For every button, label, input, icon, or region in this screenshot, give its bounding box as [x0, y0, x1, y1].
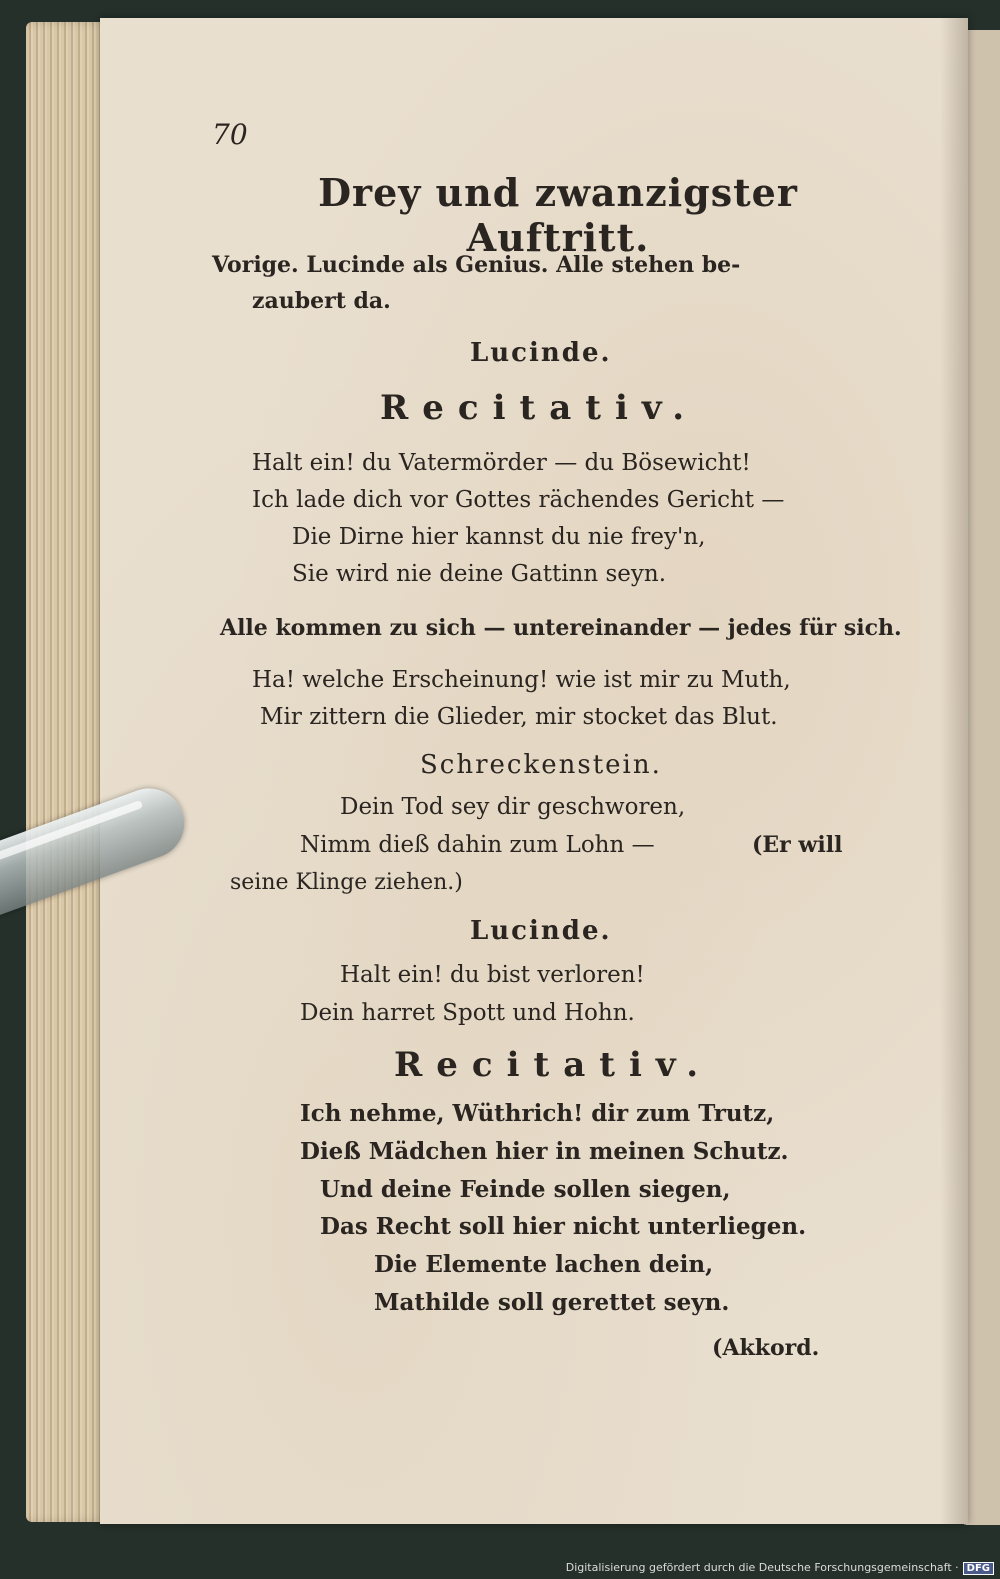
- stage-direction: [212, 247, 857, 319]
- speaker-name: Lucinde.: [470, 338, 612, 368]
- stage-direction-line-1: Vorige. Lucinde als Genius. Alle stehen be-: [212, 252, 741, 278]
- verse-line: Ha! welche Erscheinung! wie ist mir zu Muth,: [252, 667, 791, 693]
- speaker-name: Lucinde.: [470, 916, 612, 946]
- verse-line: Dein Tod sey dir geschworen,: [340, 794, 686, 820]
- gutter-shadow: [940, 18, 968, 1524]
- verse-line: Dieß Mädchen hier in meinen Schutz.: [300, 1138, 789, 1165]
- verse-line: Dein harret Spott und Hohn.: [300, 1000, 635, 1026]
- verse-line: Nimm dieß dahin zum Lohn —: [300, 832, 655, 858]
- verse-line: Ich nehme, Wüthrich! dir zum Trutz,: [300, 1100, 775, 1127]
- recitativ-heading: Recitativ.: [380, 388, 699, 428]
- verse-line: Die Elemente lachen dein,: [374, 1251, 714, 1278]
- page-number: 70: [212, 118, 248, 151]
- stage-direction: (Akkord.: [712, 1335, 820, 1361]
- stage-direction: Alle kommen zu sich — untereinander — jedes für sich.: [220, 615, 902, 641]
- facing-page-edge: [964, 30, 1000, 1525]
- recitativ-heading: Recitativ.: [394, 1045, 713, 1085]
- stage-direction: (Er will: [752, 832, 843, 858]
- verse-line: Halt ein! du bist verloren!: [340, 962, 645, 988]
- verse-line: Mir zittern die Glieder, mir stocket das Blut.: [260, 704, 778, 730]
- verse-line: Sie wird nie deine Gattinn seyn.: [292, 561, 667, 587]
- speaker-name: Schreckenstein.: [420, 750, 662, 780]
- verse-line: Und deine Feinde sollen siegen,: [320, 1176, 731, 1203]
- stage-direction-line-2: zaubert da.: [252, 288, 391, 314]
- verse-line: Das Recht soll hier nicht unterliegen.: [320, 1213, 807, 1240]
- verse-line: Mathilde soll gerettet seyn.: [374, 1289, 730, 1316]
- verse-line: Halt ein! du Vatermörder — du Bösewicht!: [252, 450, 751, 476]
- digitization-credit: [566, 1561, 994, 1575]
- verse-line: Ich lade dich vor Gottes rächendes Gericht —: [252, 487, 785, 513]
- verse-line: Die Dirne hier kannst du nie frey'n,: [292, 524, 706, 550]
- credit-text: Digitalisierung gefördert durch die Deutsche Forschungsgemeinschaft ·: [565, 1561, 959, 1574]
- dfg-logo: DFG: [963, 1562, 994, 1575]
- scene-title: Drey und zwanzigster Auftritt.: [318, 170, 798, 260]
- stage-direction: seine Klinge ziehen.): [230, 870, 463, 895]
